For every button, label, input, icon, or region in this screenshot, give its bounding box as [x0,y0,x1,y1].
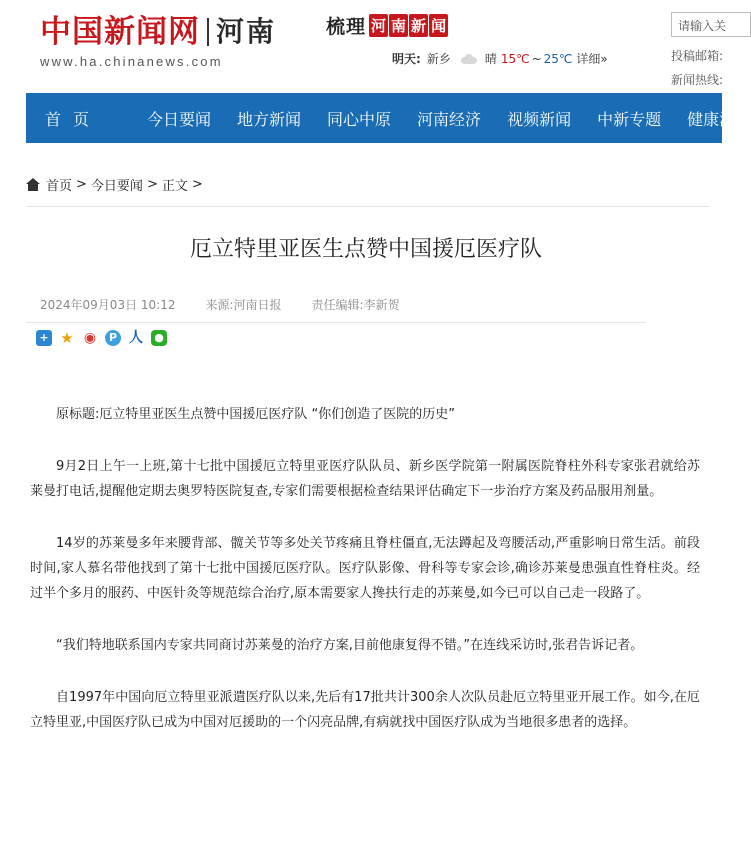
nav-item-health-henan[interactable]: 健康河南 [687,109,751,129]
logo-url: www.ha.chinanews.com [40,54,223,69]
breadcrumb [26,175,207,194]
nav-item-home[interactable]: 首页 [45,109,102,129]
weather-widget [392,50,608,67]
breadcrumb-current[interactable]: 正文 [161,179,188,194]
pinterest-icon[interactable]: P [105,330,121,346]
slogan-badge-char: 新 [409,14,428,37]
news-hotline-link[interactable]: 新闻热线: [671,73,724,87]
slogan-badge [368,14,448,37]
weather-temp-sep: ~ [531,51,542,66]
site-logo[interactable] [40,14,276,69]
breadcrumb-today-news[interactable]: 今日要闻 [90,179,143,194]
breadcrumb-home[interactable]: 首页 [46,179,73,194]
slogan-text: 梳理 [326,16,367,38]
article-paragraph: “我们特地联系国内专家共同商讨苏莱曼的治疗方案,目前他康复得不错。”在连线采访时,张君告诉记者。 [56,638,644,653]
breadcrumb-separator: > [76,177,87,192]
main-nav [26,93,751,143]
plus-share-icon[interactable]: + [36,330,52,346]
article-meta [40,296,400,313]
slogan-banner[interactable] [326,12,448,39]
weather-detail-link[interactable]: 详细» [576,52,608,66]
breadcrumb-separator: > [191,177,203,192]
weather-temp-high: 15℃ [500,51,530,66]
contribute-email-link[interactable]: 投稿邮箱: [671,49,724,63]
slogan-badge-char: 南 [389,14,408,37]
weather-temp-low: 25℃ [543,51,573,66]
site-header [0,0,727,92]
article-paragraph: 9月2日上午一上班,第十七批中国援厄立特里亚医疗队队员、新乡医学院第一附属医院脊柱外科专家张君就给苏莱曼打电话,提醒他定期去奥罗特医院复查,专家们需要根据检查结果评估确定下一步治疗方案及药品服用剂量。 [30,459,700,499]
meta-divider [26,322,646,323]
article-title: 厄立特里亚医生点赞中国援厄医疗队 [189,237,542,262]
slogan-badge-char: 河 [369,14,388,37]
weather-city: 新乡 [426,52,451,66]
breadcrumb-separator: > [146,177,158,192]
share-bar [36,330,167,346]
home-icon [26,178,40,191]
article-paragraph: 自1997年中国向厄立特里亚派遣医疗队以来,先后有17批共计300余人次队员赴厄立特里亚开展工作。如今,在厄立特里亚,中国医疗队已成为中国对厄援助的一个闪亮品牌,有病就找中国医疗队成为当地很多患者的选择。 [30,690,700,730]
article-paragraph: 14岁的苏莱曼多年来腰背部、髋关节等多处关节疼痛且脊柱僵直,无法蹲起及弯腰活动,严重影响日常生活。前段时间,家人慕名带他找到了第十七批中国援厄医疗队。医疗队影像、骨科等专家会诊,确诊苏莱曼患强直性脊柱炎。经过半个多月的服药、中医针灸等规范综合治疗,原本需要家人搀扶行走的苏莱曼,如今已可以自己走一段路了。 [30,536,700,601]
article-date: 2024年09月03日 10:12 [40,298,176,312]
people-icon[interactable]: 人 [129,330,143,346]
logo-chinanews: 中国新闻网 [40,14,200,50]
nav-item-henan-economy[interactable]: 河南经济 [417,109,482,129]
slogan-badge-char: 闻 [429,14,448,37]
nav-item-local-news[interactable]: 地方新闻 [237,109,302,129]
article-source: 来源:河南日报 [205,298,282,312]
article-paragraph: 原标题:厄立特里亚医生点赞中国援厄医疗队 “你们创造了医院的历史” [56,407,455,422]
search-input[interactable]: 请输入关 [671,12,751,37]
weather-label: 明天: [392,52,421,66]
weather-condition: 晴 [484,52,497,66]
nav-item-tongxin-zhongyuan[interactable]: 同心中原 [327,109,392,129]
article-editor: 责任编辑:李新贺 [311,298,400,312]
cloud-icon [461,54,477,64]
wechat-icon[interactable]: ● [151,330,167,346]
nav-item-special-topics[interactable]: 中新专题 [597,109,662,129]
nav-item-today-news[interactable]: 今日要闻 [147,109,212,129]
weibo-icon[interactable]: ◉ [83,330,97,346]
logo-divider [207,18,209,46]
article-body [30,402,700,762]
qzone-icon[interactable]: ★ [60,329,74,347]
logo-region: 河南 [216,15,277,48]
nav-item-video-news[interactable]: 视频新闻 [507,109,572,129]
breadcrumb-divider [26,206,710,207]
